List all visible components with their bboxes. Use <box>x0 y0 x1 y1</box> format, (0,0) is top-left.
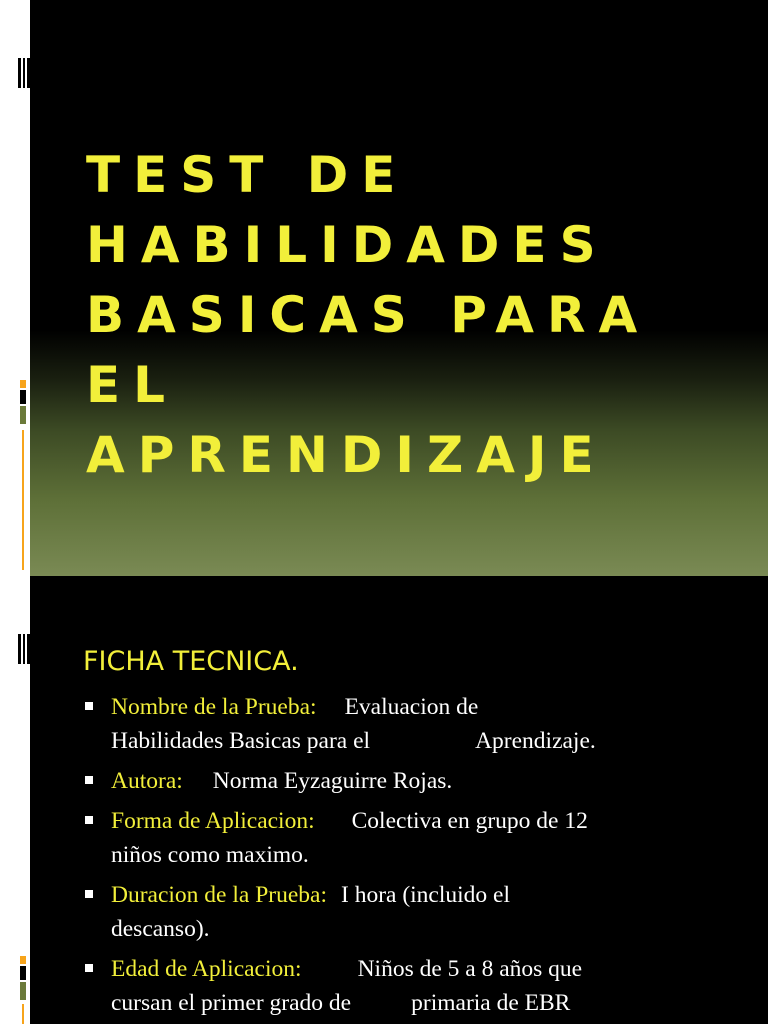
section-heading: FICHA TECNICA. <box>83 646 299 677</box>
square-bullet-icon <box>85 890 93 898</box>
item-label: Autora: <box>111 768 183 794</box>
item-label: Edad de Aplicacion: <box>111 956 302 982</box>
item-value: Evaluacion de <box>344 694 479 720</box>
square-bullet-icon <box>85 702 93 710</box>
item-value: descanso). <box>111 916 210 942</box>
bullet-list <box>83 690 683 1024</box>
list-item <box>83 764 683 798</box>
item-value: Norma Eyzaguirre Rojas. <box>212 768 453 794</box>
slide-left-margin <box>0 576 30 1024</box>
deco-top-bars <box>18 58 30 88</box>
item-label: Duracion de la Prueba: <box>111 882 327 908</box>
square-bullet-icon <box>85 776 93 784</box>
square-bullet-icon <box>85 964 93 972</box>
square-bullet-icon <box>85 816 93 824</box>
item-value: Habilidades Basicas para el <box>111 728 371 754</box>
slide-left-margin <box>0 0 30 576</box>
deco-side-bars <box>20 956 30 1024</box>
item-value: primaria de EBR <box>411 990 571 1016</box>
list-item <box>83 804 683 872</box>
item-value: I hora (incluido el <box>341 882 511 908</box>
deco-side-bars <box>20 380 30 570</box>
list-item <box>83 690 683 758</box>
list-item <box>83 878 683 946</box>
list-item <box>83 952 683 1020</box>
item-value: Colectiva en grupo de 12 <box>351 808 588 834</box>
slide-title: TEST DE HABILIDADES BASICAS PARA EL APRENDIZAJE <box>86 146 651 484</box>
item-label: Forma de Aplicacion: <box>111 808 315 834</box>
item-value: Niños de 5 a 8 años que <box>357 956 583 982</box>
item-value: niños como maximo. <box>111 842 309 868</box>
deco-top-bars <box>18 634 30 664</box>
technical-sheet-slide <box>0 576 768 1024</box>
item-label: Nombre de la Prueba: <box>111 694 317 720</box>
technical-sheet-background <box>30 576 768 1024</box>
item-value: Aprendizaje. <box>475 728 596 754</box>
item-value: cursan el primer grado de <box>111 990 352 1016</box>
